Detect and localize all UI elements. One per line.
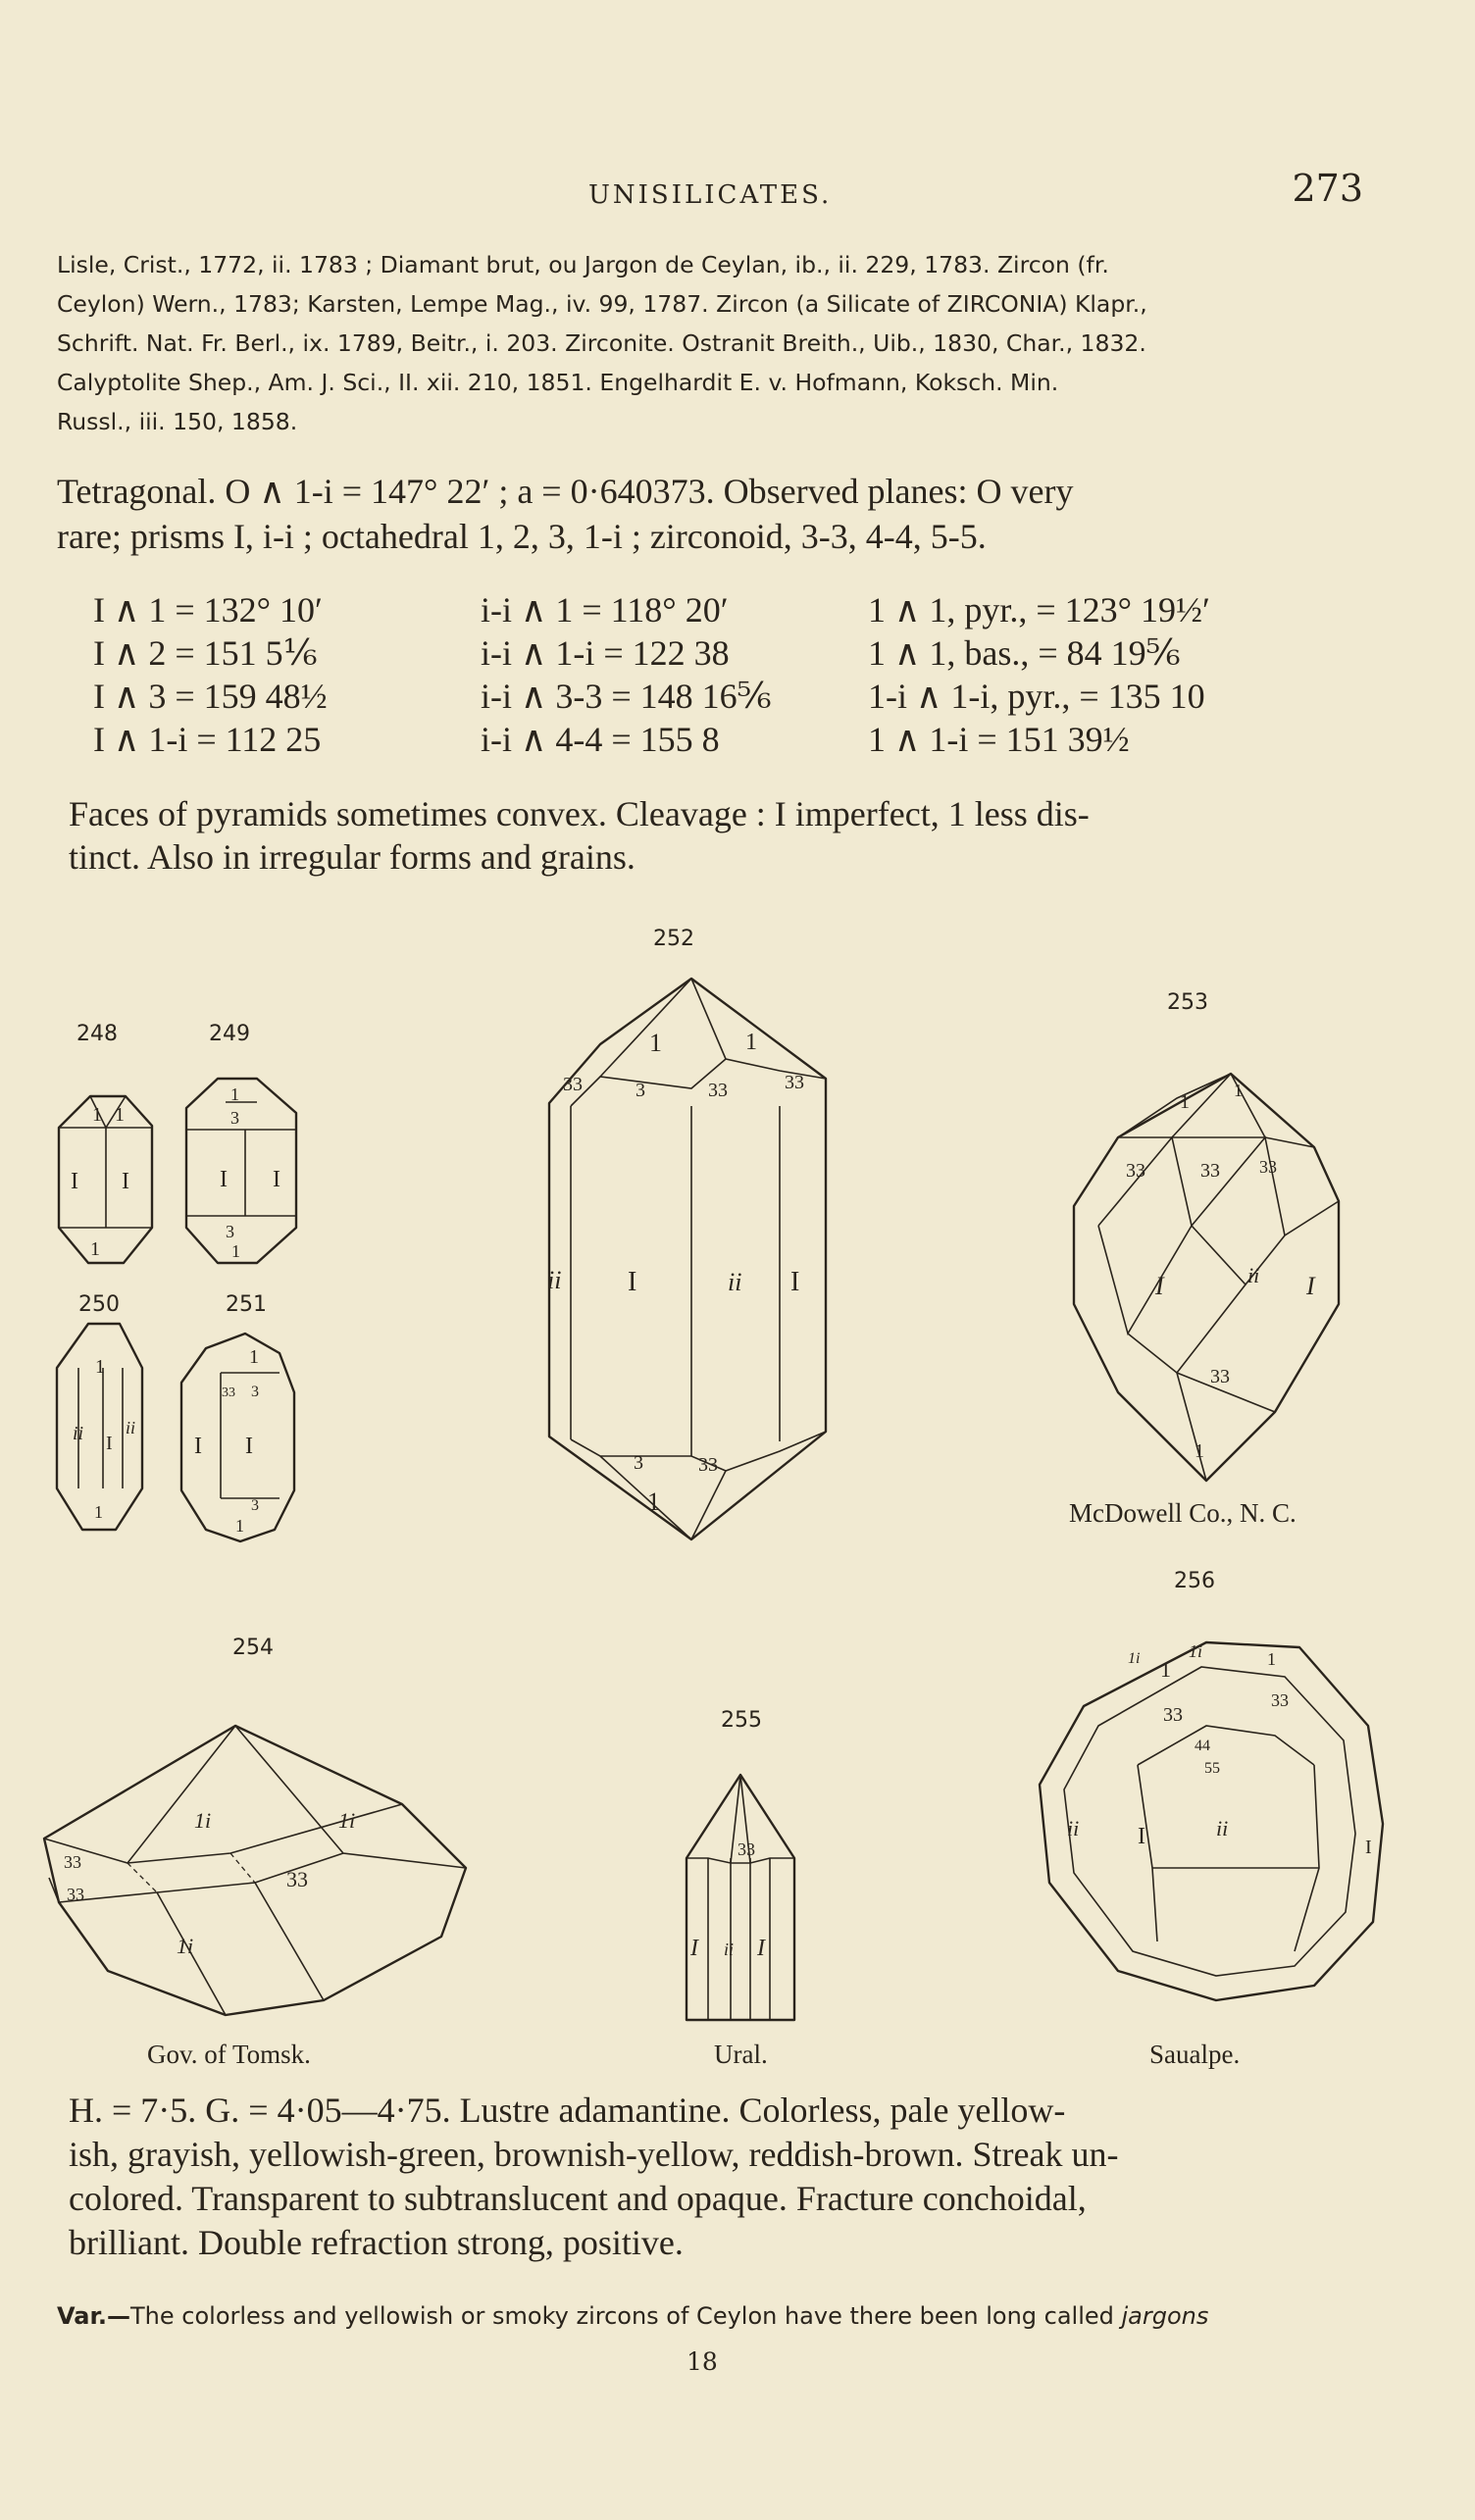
face-label-ii: ii bbox=[1216, 1816, 1229, 1840]
face-label-3: 3 bbox=[634, 1452, 643, 1474]
face-label-33: 33 bbox=[286, 1867, 308, 1891]
face-label-33: 33 bbox=[222, 1386, 235, 1400]
face-label-I: I bbox=[690, 1936, 698, 1961]
habit-line: Faces of pyramids sometimes convex. Cleavage : I imperfect, 1 less dis- bbox=[69, 794, 1090, 833]
varieties-italic: jargons bbox=[1121, 2302, 1209, 2330]
face-label-33: 33 bbox=[1271, 1690, 1289, 1710]
face-label-33: 33 bbox=[1163, 1704, 1183, 1726]
physical-line: brilliant. Double refraction strong, positive. bbox=[69, 2223, 684, 2262]
face-label-3: 3 bbox=[636, 1080, 645, 1101]
crystal-figure-254 bbox=[44, 1726, 466, 2015]
face-label-33: 33 bbox=[64, 1852, 81, 1872]
face-label-1i: 1i bbox=[177, 1934, 194, 1958]
face-label-1: 1 bbox=[1234, 1081, 1243, 1100]
crystal-figure-248 bbox=[59, 1096, 152, 1263]
face-label-3: 3 bbox=[251, 1384, 259, 1400]
synonymy-line: Calyptolite Shep., Am. J. Sci., II. xii. 210, 1851. Engelhardit E. v. Hofmann, Koksch. Min. bbox=[57, 369, 1059, 396]
physical-line: colored. Transparent to subtranslucent and opaque. Fracture conchoidal, bbox=[69, 2179, 1087, 2218]
physical-line: ish, grayish, yellowish-green, brownish-yellow, reddish-brown. Streak un- bbox=[69, 2135, 1119, 2174]
locality-256: Saualpe. bbox=[1149, 2040, 1241, 2069]
face-label-1: 1 bbox=[1180, 1091, 1190, 1113]
face-label-ii: ii bbox=[1247, 1263, 1260, 1287]
face-label-55: 55 bbox=[1204, 1760, 1220, 1777]
face-label-ii: ii bbox=[126, 1418, 136, 1437]
face-label-1: 1 bbox=[115, 1104, 125, 1126]
figure-number-249: 249 bbox=[209, 1022, 250, 1046]
locality-253: McDowell Co., N. C. bbox=[1069, 1498, 1297, 1528]
angle-entry: 1 ∧ 1, pyr., = 123° 19½′ bbox=[868, 590, 1210, 630]
face-label-1i: 1i bbox=[194, 1808, 212, 1833]
face-label-1i: 1i bbox=[1189, 1641, 1203, 1661]
face-label-1i: 1i bbox=[338, 1808, 356, 1833]
face-label-33: 33 bbox=[708, 1080, 728, 1101]
varieties-text: The colorless and yellowish or smoky zircons of Ceylon have there been long called bbox=[130, 2302, 1122, 2330]
figure-number-253: 253 bbox=[1167, 990, 1208, 1015]
face-label-I: I bbox=[1365, 1837, 1372, 1858]
face-label-1: 1 bbox=[249, 1346, 259, 1368]
synonymy-line: Lisle, Crist., 1772, ii. 1783 ; Diamant brut, ou Jargon de Ceylan, ib., ii. 229, 1783. Zircon (fr. bbox=[57, 251, 1109, 278]
signature-mark: 18 bbox=[687, 2347, 718, 2376]
figure-number-251: 251 bbox=[226, 1292, 267, 1317]
face-label-33: 33 bbox=[1210, 1366, 1230, 1387]
face-label-1: 1 bbox=[745, 1030, 757, 1055]
face-label-1: 1 bbox=[90, 1238, 100, 1260]
face-label-1: 1 bbox=[1195, 1440, 1204, 1462]
running-title: UNISILICATES. bbox=[588, 180, 833, 210]
face-label-I: I bbox=[1155, 1272, 1164, 1300]
face-label-33: 33 bbox=[1126, 1160, 1145, 1182]
crystal-figure-253 bbox=[1074, 1074, 1339, 1481]
face-label-I: I bbox=[122, 1169, 129, 1194]
angle-entry: 1 ∧ 1-i = 151 39½ bbox=[868, 720, 1130, 759]
face-label-1: 1 bbox=[94, 1502, 103, 1522]
face-label-I: I bbox=[106, 1433, 113, 1454]
figure-number-255: 255 bbox=[721, 1708, 762, 1733]
physical-properties-paragraph bbox=[69, 2089, 1365, 2265]
face-label-I: I bbox=[1138, 1824, 1145, 1849]
locality-254: Gov. of Tomsk. bbox=[147, 2040, 311, 2069]
face-label-I: I bbox=[1306, 1272, 1315, 1300]
face-label-I: I bbox=[628, 1267, 637, 1297]
face-label-33: 33 bbox=[1259, 1157, 1277, 1177]
angle-entry: 1 ∧ 1, bas., = 84 19⅚ bbox=[868, 633, 1181, 673]
crystal-figure-255 bbox=[687, 1775, 794, 2020]
crystal-figure-256 bbox=[1040, 1641, 1383, 2000]
face-label-1: 1 bbox=[95, 1356, 105, 1378]
face-label-1: 1 bbox=[1160, 1657, 1171, 1682]
face-label-ii: ii bbox=[547, 1266, 562, 1294]
crystallography-line: rare; prisms I, i-i ; octahedral 1, 2, 3, 1-i ; zirconoid, 3-3, 4-4, 5-5. bbox=[57, 517, 987, 556]
face-label-33: 33 bbox=[563, 1074, 583, 1095]
face-label-I: I bbox=[71, 1169, 78, 1194]
angle-entry: I ∧ 1 = 132° 10′ bbox=[93, 590, 323, 630]
crystallography-line: Tetragonal. O ∧ 1-i = 147° 22′ ; a = 0·640373. Observed planes: O very bbox=[57, 472, 1074, 511]
angle-entry: I ∧ 1-i = 112 25 bbox=[93, 720, 322, 759]
face-label-1: 1 bbox=[92, 1104, 102, 1126]
face-label-33: 33 bbox=[738, 1840, 755, 1859]
face-label-I: I bbox=[220, 1167, 228, 1192]
varieties-lead: Var.— bbox=[57, 2302, 130, 2330]
angle-entry: i-i ∧ 1 = 118° 20′ bbox=[481, 590, 729, 630]
crystal-figure-251 bbox=[181, 1334, 294, 1541]
crystal-figure-252 bbox=[547, 979, 826, 1539]
face-label-1i: 1i bbox=[1128, 1650, 1141, 1667]
face-label-33: 33 bbox=[1200, 1160, 1220, 1182]
face-label-I: I bbox=[273, 1167, 280, 1192]
face-label-33: 33 bbox=[785, 1072, 804, 1093]
face-label-33: 33 bbox=[698, 1454, 718, 1476]
figure-number-248: 248 bbox=[76, 1022, 118, 1046]
face-label-3: 3 bbox=[226, 1222, 234, 1241]
face-label-1: 1 bbox=[231, 1241, 240, 1261]
face-label-I: I bbox=[194, 1434, 202, 1459]
face-label-ii: ii bbox=[728, 1268, 742, 1296]
angle-entry: i-i ∧ 1-i = 122 38 bbox=[481, 633, 730, 673]
physical-line: H. = 7·5. G. = 4·05—4·75. Lustre adamantine. Colorless, pale yellow- bbox=[69, 2091, 1066, 2130]
page-number: 273 bbox=[1292, 167, 1363, 210]
angle-entry: i-i ∧ 4-4 = 155 8 bbox=[481, 720, 720, 759]
angle-entry: I ∧ 3 = 159 48½ bbox=[93, 677, 328, 716]
synonymy-line: Russl., iii. 150, 1858. bbox=[57, 408, 298, 435]
face-label-33: 33 bbox=[67, 1885, 84, 1904]
locality-255: Ural. bbox=[714, 2040, 768, 2069]
face-label-ii: ii bbox=[1067, 1816, 1080, 1840]
face-label-ii: ii bbox=[724, 1940, 735, 1959]
figure-number-250: 250 bbox=[78, 1292, 120, 1317]
synonymy-line: Ceylon) Wern., 1783; Karsten, Lempe Mag., iv. 99, 1787. Zircon (a Silicate of ZIRCONIA) Klapr., bbox=[57, 290, 1147, 318]
varieties-note bbox=[57, 2302, 1371, 2330]
face-label-I: I bbox=[245, 1434, 253, 1459]
angle-entry: I ∧ 2 = 151 5⅙ bbox=[93, 633, 318, 673]
face-label-1: 1 bbox=[1267, 1649, 1276, 1669]
face-label-1: 1 bbox=[649, 1029, 662, 1057]
face-label-3: 3 bbox=[230, 1108, 239, 1128]
face-label-I: I bbox=[790, 1267, 800, 1297]
figure-number-256: 256 bbox=[1174, 1569, 1215, 1593]
angle-entry: i-i ∧ 3-3 = 148 16⅚ bbox=[481, 677, 772, 716]
face-label-1: 1 bbox=[230, 1084, 239, 1104]
face-label-I: I bbox=[757, 1936, 765, 1961]
figure-number-254: 254 bbox=[232, 1636, 274, 1660]
face-label-44: 44 bbox=[1195, 1738, 1210, 1754]
figure-number-252: 252 bbox=[653, 927, 694, 951]
crystal-figure-249 bbox=[186, 1079, 296, 1263]
synonymy-line: Schrift. Nat. Fr. Berl., ix. 1789, Beitr., i. 203. Zirconite. Ostranit Breith., Uib., 1830, Char., 1832. bbox=[57, 329, 1146, 357]
face-label-ii: ii bbox=[73, 1423, 84, 1444]
habit-line: tinct. Also in irregular forms and grains. bbox=[69, 837, 636, 877]
face-label-3: 3 bbox=[251, 1497, 259, 1514]
angle-entry: 1-i ∧ 1-i, pyr., = 135 10 bbox=[868, 677, 1205, 716]
face-label-1: 1 bbox=[647, 1487, 660, 1516]
crystal-figure-250 bbox=[57, 1324, 142, 1530]
face-label-1: 1 bbox=[235, 1516, 244, 1536]
